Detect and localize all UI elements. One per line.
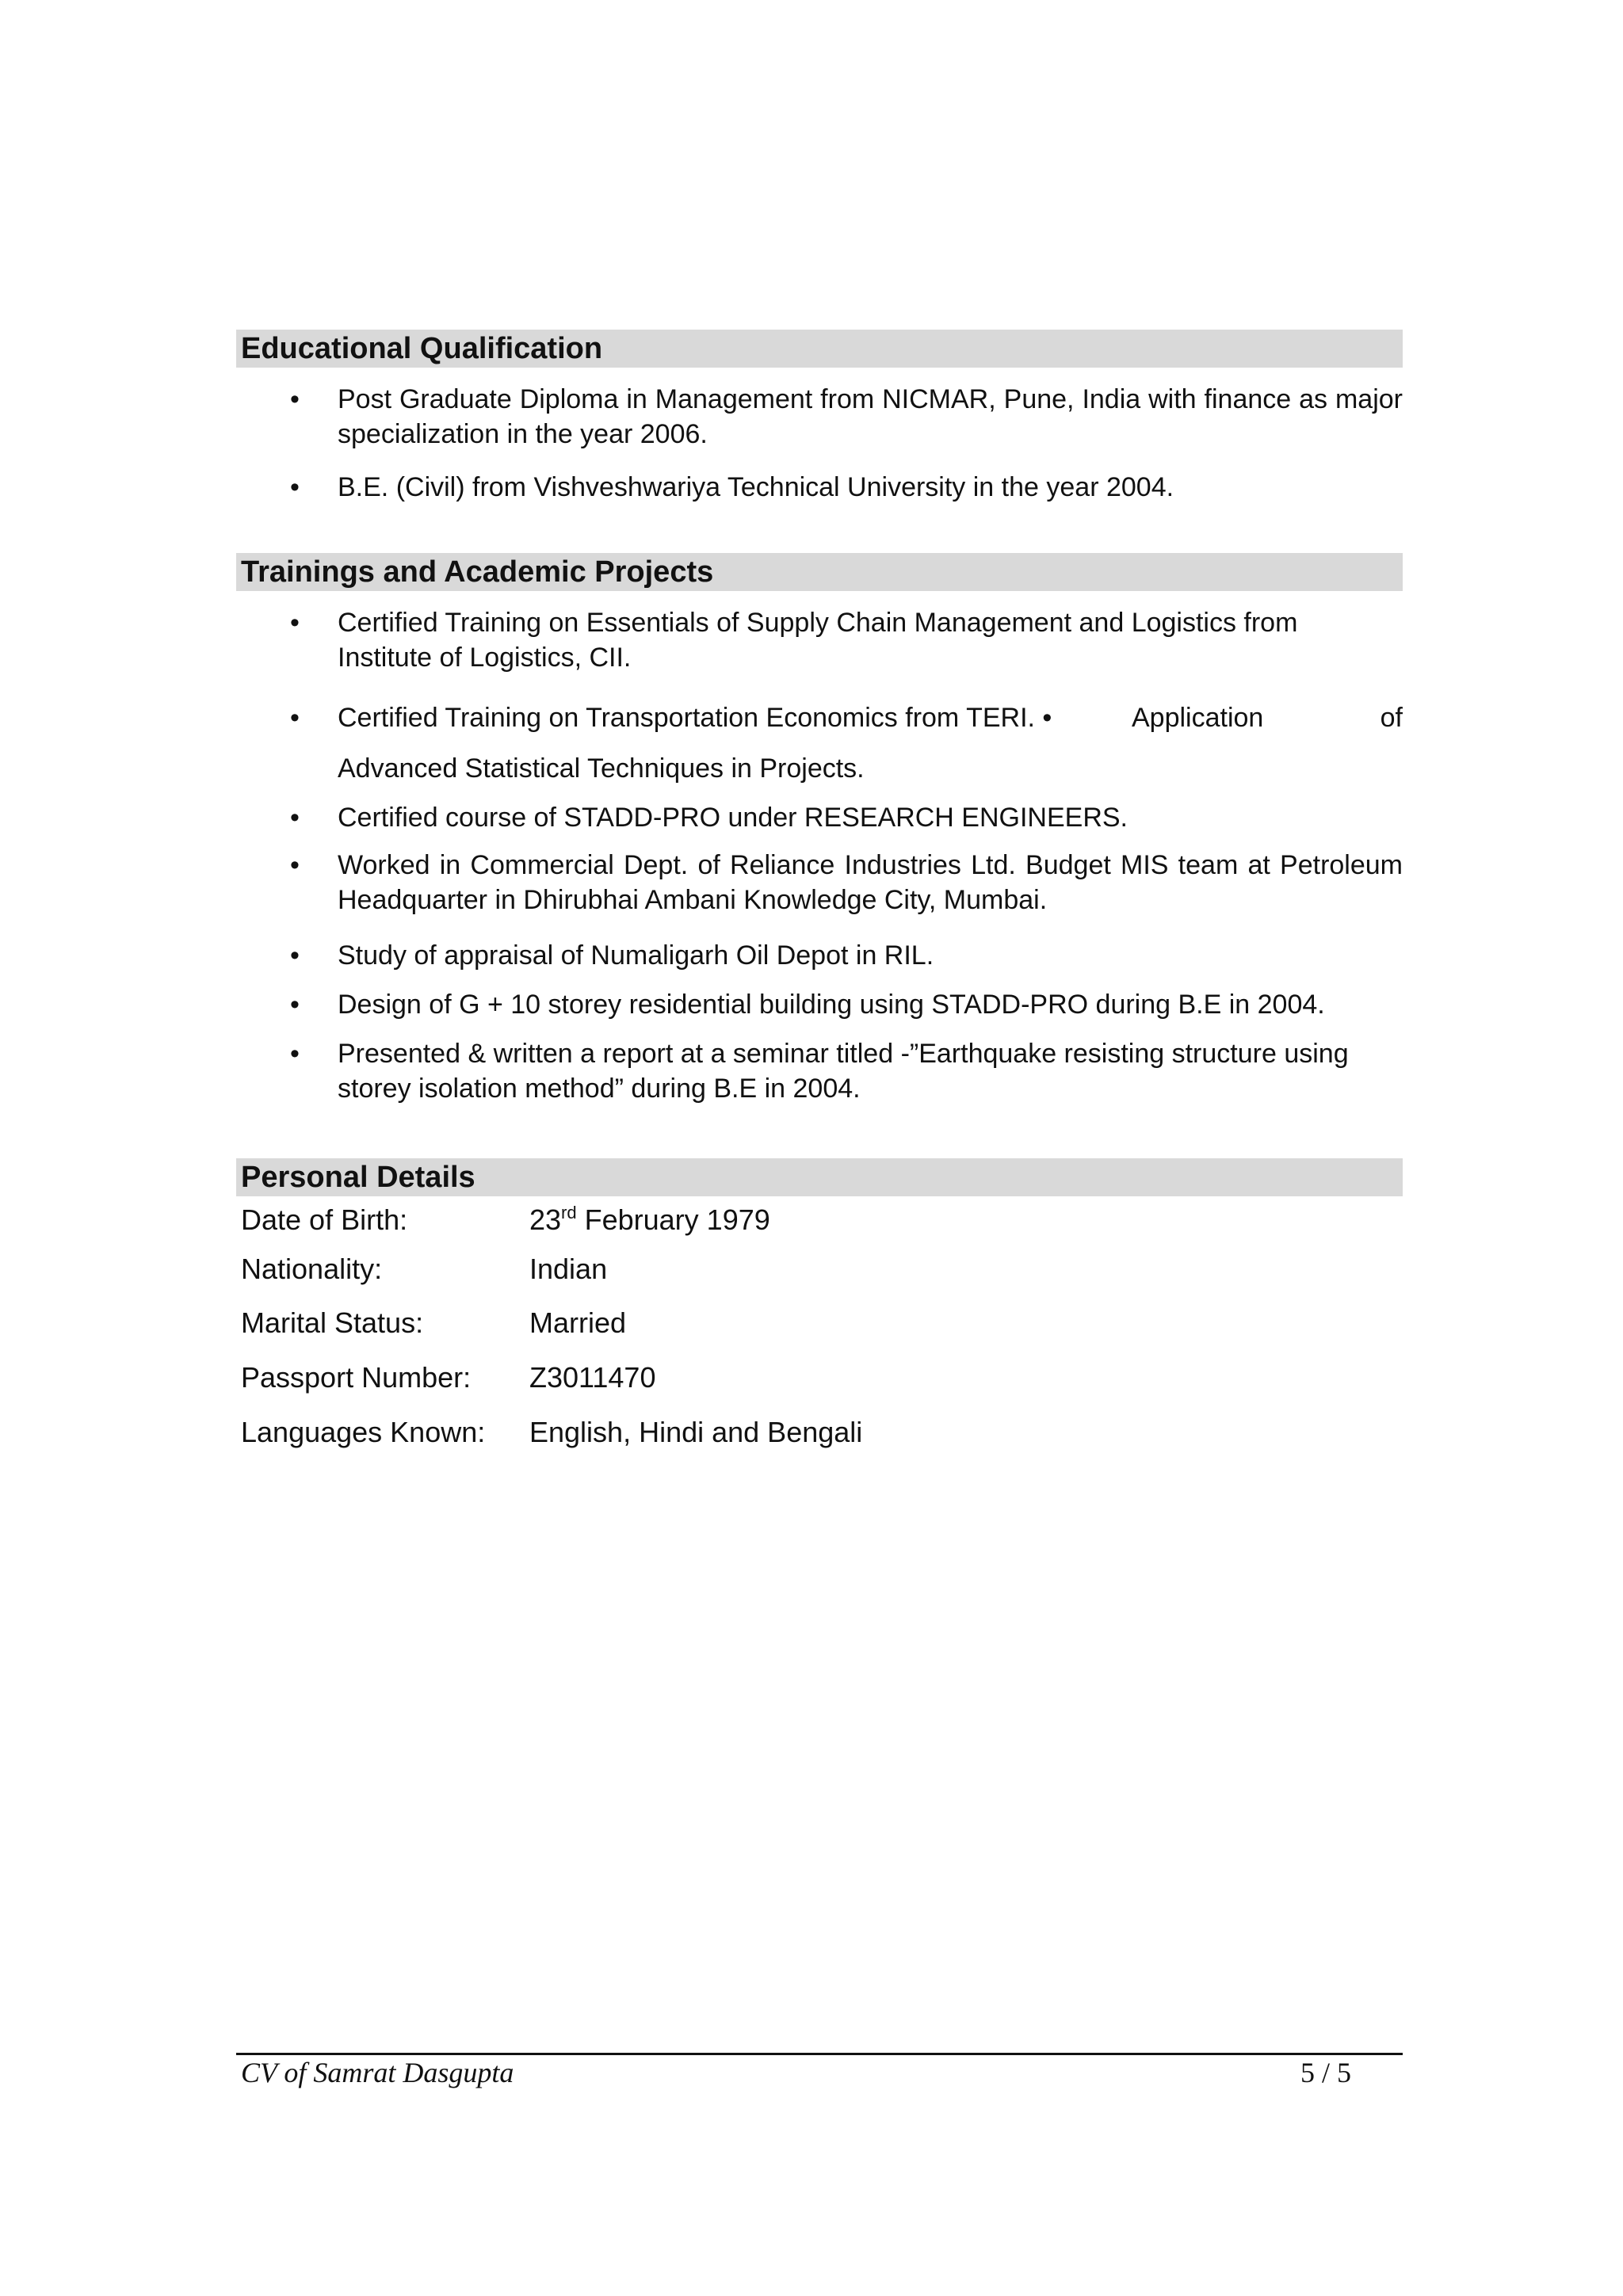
bullet-icon: • — [290, 472, 300, 502]
dob-suffix: rd — [561, 1203, 577, 1222]
education-heading: Educational Qualification — [241, 332, 603, 365]
training-item-2-part1: Certified Training on Transportation Economics from TERI. • — [338, 703, 1052, 733]
trainings-heading: Trainings and Academic Projects — [241, 555, 714, 589]
footer-title: CV of Samrat Dasgupta — [241, 2057, 514, 2088]
bullet-icon: • — [290, 608, 300, 638]
nationality-value: Indian — [529, 1253, 608, 1285]
bullet-icon: • — [290, 703, 300, 733]
dob-day: 23 — [529, 1203, 562, 1236]
education-heading-bar — [236, 330, 1403, 368]
bullet-icon: • — [290, 1039, 300, 1069]
personal-heading: Personal Details — [241, 1161, 475, 1194]
nationality-label: Nationality: — [241, 1253, 383, 1285]
training-item-7: Presented & written a report at a seminar titled -”Earthquake resisting structure using storey isolation method” during B.E in 2004. — [338, 1039, 1349, 1104]
passport-value: Z3011470 — [529, 1361, 656, 1394]
personal-heading-bar — [236, 1158, 1403, 1196]
bullet-icon: • — [290, 990, 300, 1020]
dob-rest: February 1979 — [576, 1203, 770, 1236]
training-item-2-part2: Application — [1132, 703, 1264, 733]
languages-label: Languages Known: — [241, 1416, 486, 1448]
passport-label: Passport Number: — [241, 1361, 472, 1394]
training-item-1: Certified Training on Essentials of Supply Chain Management and Logistics from Institute of Logistics, CII. — [338, 608, 1298, 673]
bullet-icon: • — [290, 940, 300, 971]
dob-label: Date of Birth: — [241, 1203, 408, 1236]
training-item-4: Worked in Commercial Dept. of Reliance Industries Ltd. Budget MIS team at Petroleum Headquarter in Dhirubhai Ambani Knowledge City, Mumbai. — [338, 850, 1403, 915]
trainings-heading-bar — [236, 553, 1403, 591]
marital-value: Married — [529, 1306, 627, 1339]
education-item-1: Post Graduate Diploma in Management from NICMAR, Pune, India with finance as major specialization in the year 2006. — [338, 384, 1403, 449]
training-item-5: Study of appraisal of Numaligarh Oil Depot in RIL. — [338, 940, 934, 971]
marital-label: Marital Status: — [241, 1306, 424, 1339]
bullet-icon: • — [290, 384, 300, 414]
training-item-2 — [338, 700, 1403, 735]
dob-value — [529, 1203, 770, 1238]
training-item-2-part3: of — [1380, 703, 1403, 733]
page-number: 5 / 5 — [1300, 2057, 1352, 2088]
languages-value: English, Hindi and Bengali — [529, 1416, 863, 1448]
bullet-icon: • — [290, 803, 300, 833]
training-item-2-continuation: Advanced Statistical Techniques in Projects. — [338, 753, 865, 784]
bullet-icon: • — [290, 850, 300, 880]
education-item-2: B.E. (Civil) from Vishveshwariya Technical University in the year 2004. — [338, 472, 1174, 502]
training-item-6: Design of G + 10 storey residential building using STADD-PRO during B.E in 2004. — [338, 990, 1325, 1020]
training-item-3: Certified course of STADD-PRO under RESEARCH ENGINEERS. — [338, 803, 1128, 833]
